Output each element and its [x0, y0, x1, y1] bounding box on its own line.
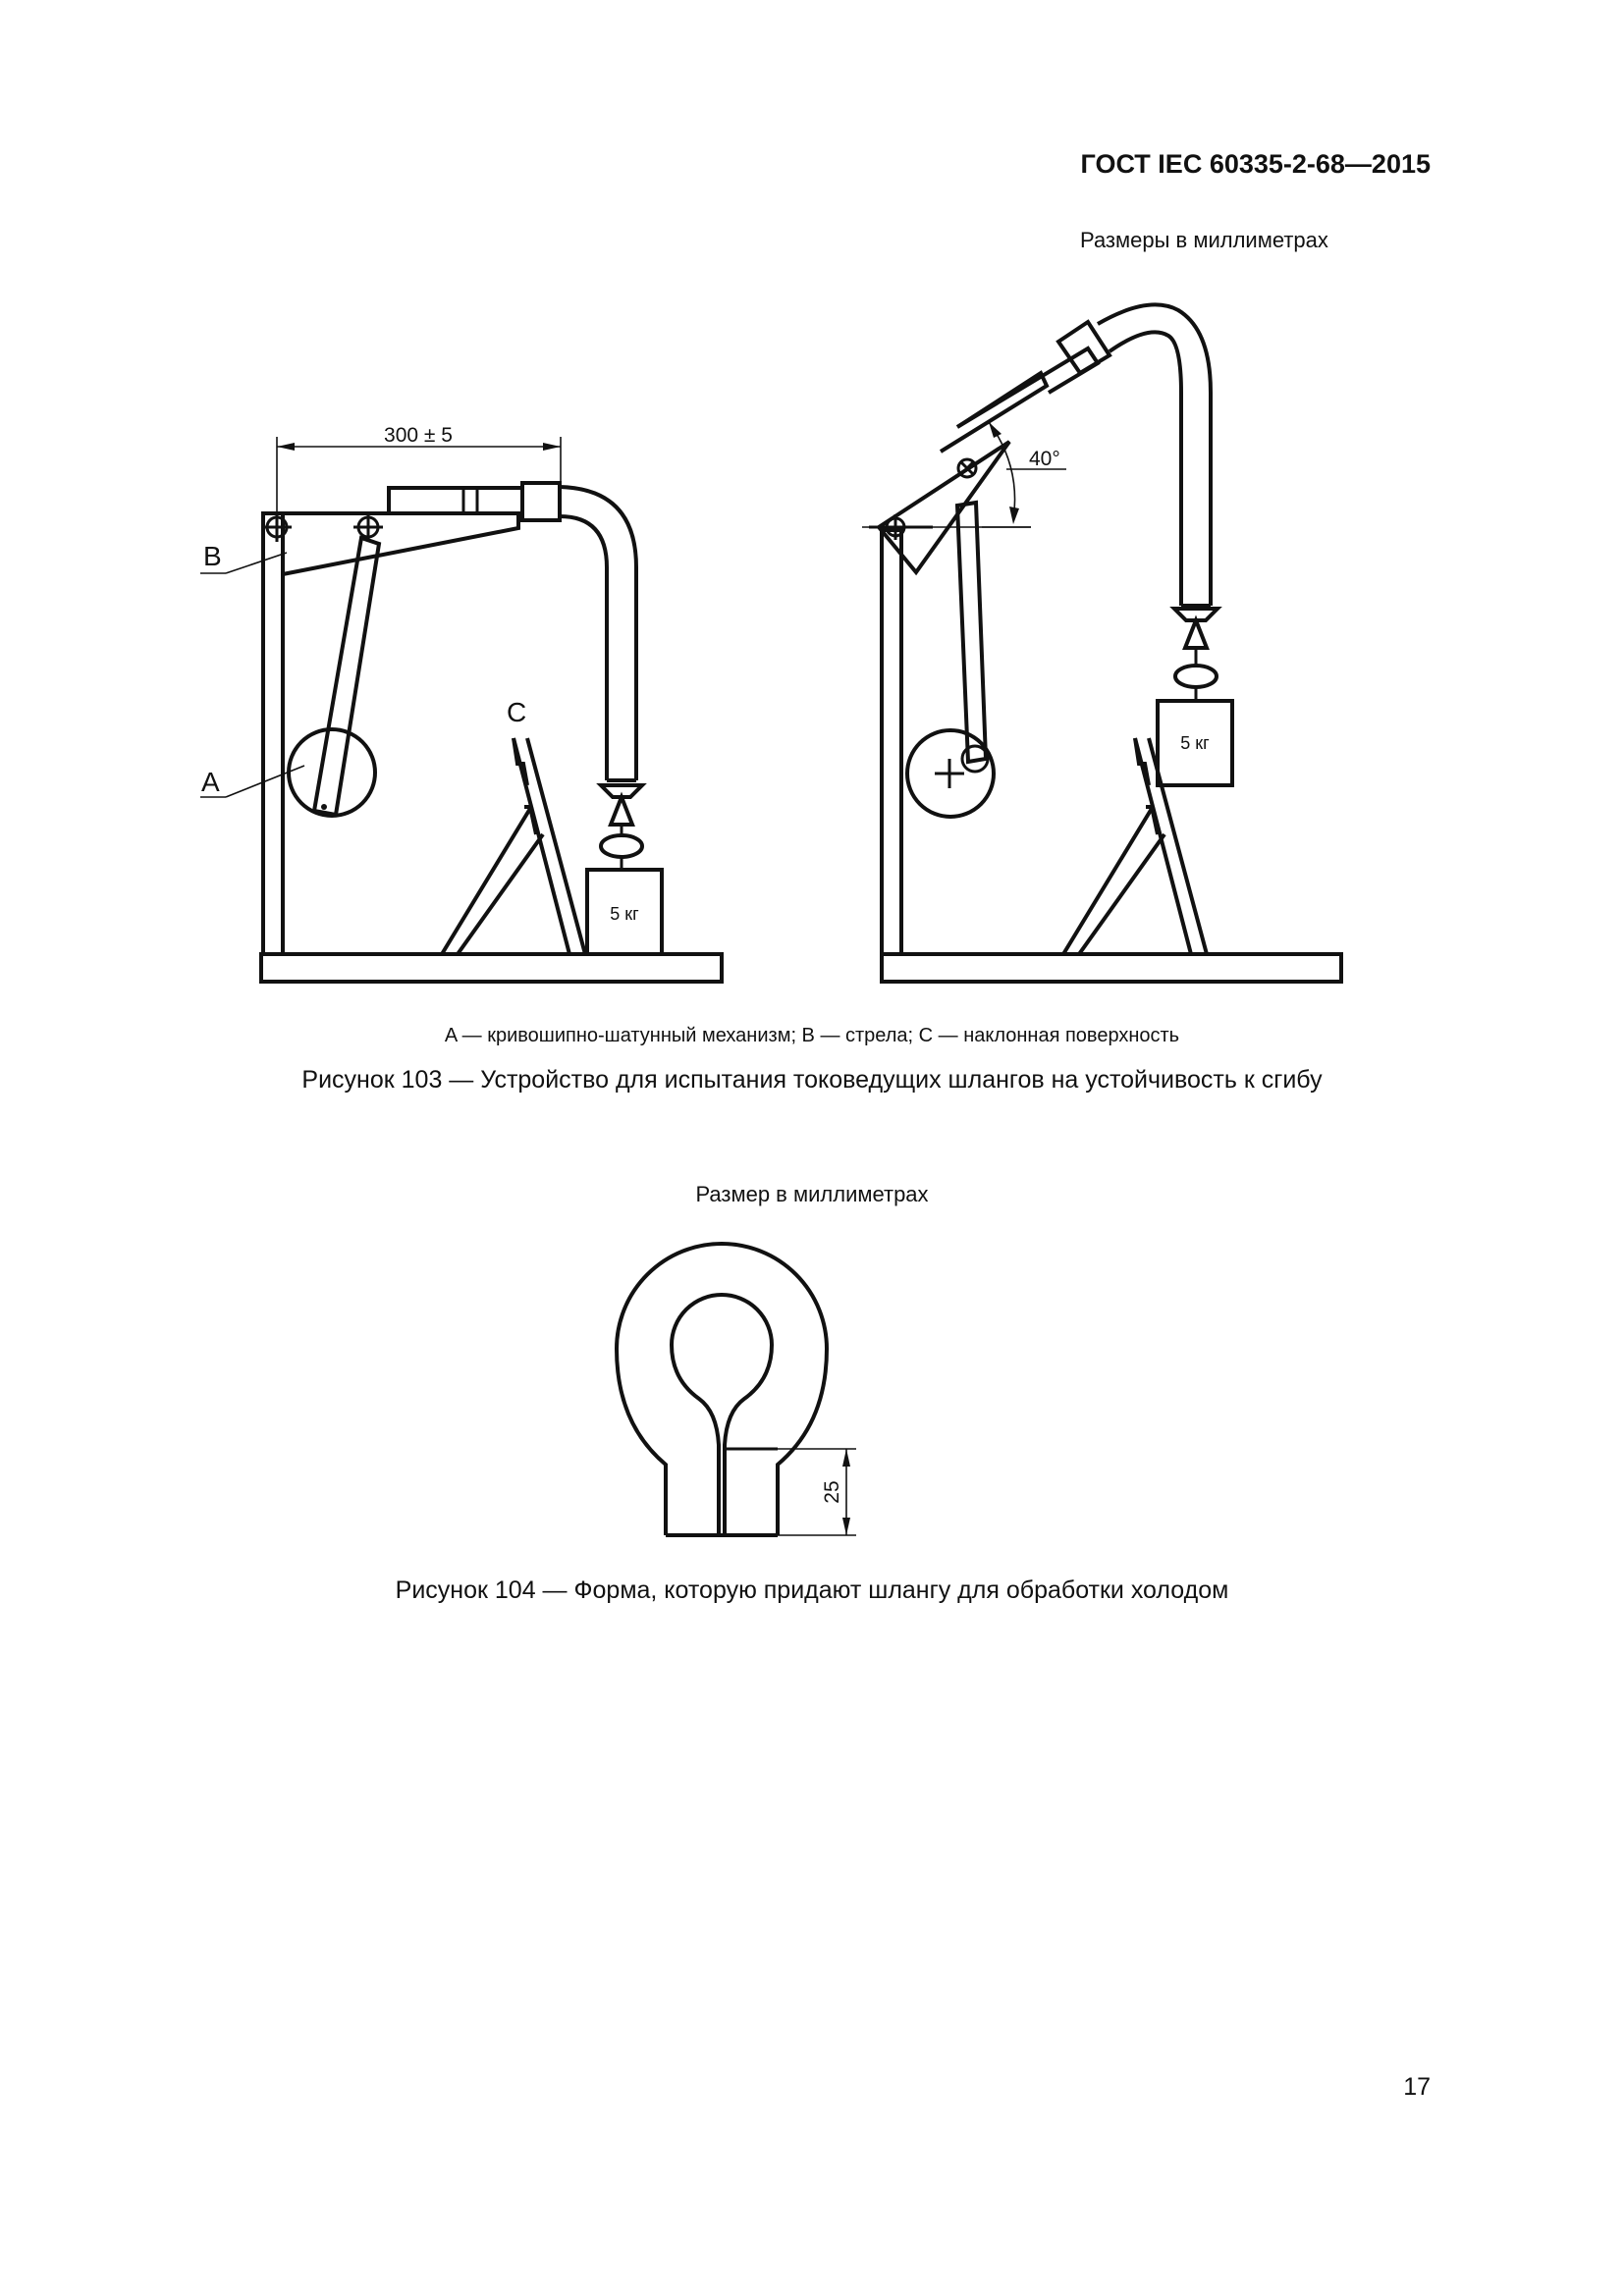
loop-outer	[617, 1244, 827, 1535]
loop-inner	[672, 1295, 772, 1535]
raised-hose-clamp	[1058, 322, 1110, 373]
hose-inner	[560, 516, 607, 780]
dimension-300-label: 300 ± 5	[384, 424, 453, 447]
connecting-rod	[314, 538, 379, 815]
right-base-plate	[882, 954, 1341, 982]
weight-hook	[601, 835, 642, 857]
figure-103-right-view	[862, 304, 1341, 982]
document-header: ГОСТ IEC 60335-2-68—2015	[1080, 149, 1431, 179]
dimension-25-label: 25	[821, 1480, 843, 1504]
boom-top-bar	[389, 488, 522, 513]
right-post	[882, 530, 901, 954]
label-c: C	[507, 697, 527, 727]
label-a: A	[201, 767, 220, 797]
weight-label: 5 кг	[1180, 733, 1210, 753]
figure-104-units-note: Размер в миллиметрах	[695, 1182, 929, 1206]
left-post	[263, 513, 283, 954]
angle-label: 40°	[1029, 448, 1060, 470]
inclined-surface-c	[514, 738, 569, 954]
raised-hose-inner	[1110, 332, 1181, 606]
figure-103-units-note: Размеры в миллиметрах	[1080, 228, 1328, 252]
figure-103-legend: A — кривошипно-шатунный механизм; B — стрела; C — наклонная поверхность	[444, 1025, 1180, 1046]
hose-clamp	[522, 483, 560, 520]
figure-104-caption: Рисунок 104 — Форма, которую придают шлангу для обработки холодом	[395, 1576, 1229, 1604]
boom-b	[263, 513, 518, 574]
weight-label: 5 кг	[610, 904, 639, 924]
page-number: 17	[1403, 2073, 1431, 2101]
figure-103-caption: Рисунок 103 — Устройство для испытания токоведущих шлангов на устойчивость к сгибу	[301, 1066, 1323, 1094]
figure-103-left-view	[200, 424, 722, 982]
angle-arc	[989, 422, 1015, 520]
left-base-plate	[261, 954, 722, 982]
crank-wheel-a	[289, 729, 375, 816]
raised-boom	[879, 442, 1009, 572]
figure-104-hose-loop	[617, 1244, 856, 1535]
raised-connecting-rod	[957, 503, 986, 762]
label-b: B	[203, 541, 222, 571]
